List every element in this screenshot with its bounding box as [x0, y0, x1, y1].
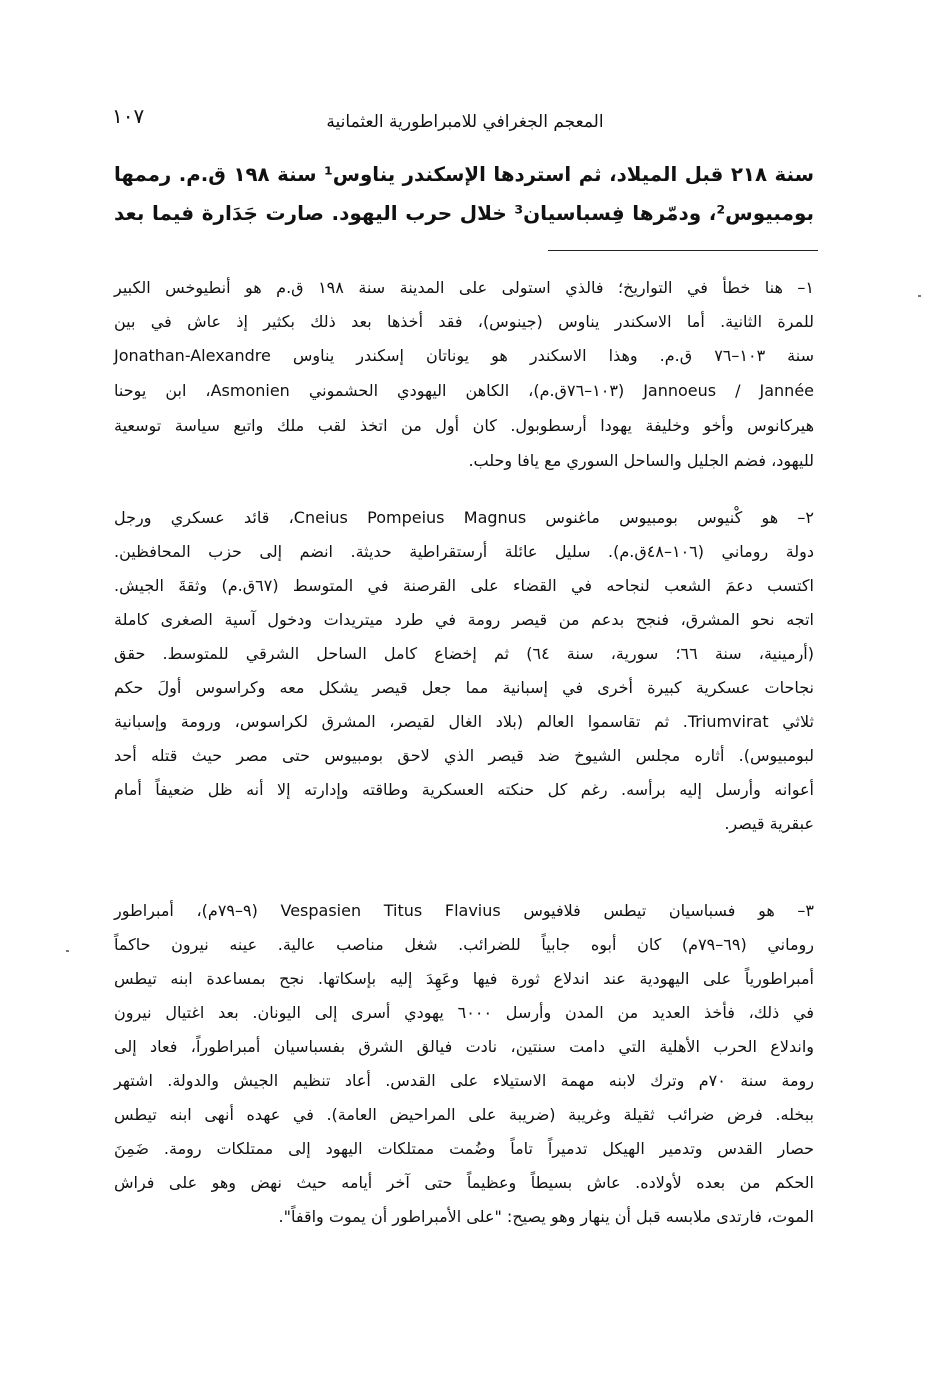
footnote-line: الموت، فارتدى ملابسه قبل أن ينهار وهو يصيح: "على الأمبراطور أن يموت واقفاً".: [278, 1207, 814, 1226]
footnote-line: Jannoeus / Jannée (١٠٣–٧٦ق.م)، الكاهن اليهودي الحشموني Asmonien، ابن يوحنا: [114, 381, 814, 400]
footnote-line: عبقرية قيصر.: [724, 814, 814, 833]
footnote-line: هيركانوس وأخو وخليفة يهودا أرسطوبول. كان أول من اتخذ لقب ملك واتبع سياسة توسعية: [114, 416, 814, 435]
footnote-line: واندلاع الحرب الأهلية التي دامت سنتين، نادت فيالق الشرق بفسباسيان أمبراطوراً، فعاد إلى: [114, 1037, 814, 1056]
footnote-line: ١– هنا خطأ في التواريخ؛ فالذي استولى على المدينة سنة ١٩٨ ق.م هو أنطيوخس الكبير: [114, 278, 815, 297]
page-number: ١٠٧: [112, 104, 145, 128]
footnote-line: لليهود، فضم الجليل والساحل السوري مع يافا وحلب.: [468, 451, 814, 470]
footnote-line: الحكم من بعده لأولاده. عاش بسيطاً وعظيماً حتى آخر أيامه حيث نهض وهو على فراش: [114, 1173, 814, 1192]
footnote-line: ٢– هو كْنيوس بومبيوس ماغنوس Cneius Pompeius Magnus، قائد عسكري ورجل: [114, 508, 814, 527]
footnote-line: سنة ١٠٣–٧٦ ق.م. وهذا الاسكندر هو يوناتان إسكندر يناوس Jonathan-Alexandre: [114, 346, 814, 365]
scan-speck: [918, 295, 921, 297]
footnote-line: حصار القدس وتدمير الهيكل تدميراً تاماً وضُمت ممتلكات اليهود إلى ممتلكات رومة. ضَمِنَ: [114, 1139, 814, 1158]
footnote-line: أمبراطورياً على اليهودية عند اندلاع ثورة فيها وعَهِدَ إليه بإسكاتها. نجح بمساعدة ابنه تيطس: [114, 969, 814, 988]
footnote-line: روماني (٦٩–٧٩م) كان أبوه جابياً للضرائب. شغل مناصب عالية. عينه نيرون حاكماً: [114, 935, 814, 954]
footnote-line: ببخله. فرض ضرائب ثقيلة وغريبة (ضريبة على المراحيض العامة). في عهده أنهى ابنه تيطس: [114, 1105, 814, 1124]
main-text-line: بومبيوس²، ودمّرها فِسباسيان³ خلال حرب اليهود. صارت جَدَارة فيما بعد: [114, 201, 815, 225]
footnote-line: اتجه نحو المشرق، فنجح بدعم من قيصر رومة في طرد ميتريدات ودخول آسية الصغرى كاملة: [114, 610, 814, 629]
scan-speck: [66, 950, 69, 952]
footnote-line: لبومبيوس). أثاره مجلس الشيوخ ضد قيصر الذي لاحق بومبيوس حتى مصر حيث قتله أحد: [114, 746, 814, 765]
running-title: المعجم الجغرافي للامبراطورية العثمانية: [326, 112, 604, 132]
footnote-separator: [548, 250, 818, 251]
footnote-line: ٣– هو فسباسيان تيطس فلافيوس Vespasien Titus Flavius (٩–٧٩م)، أمبراطور: [114, 901, 815, 920]
footnote-line: دولة روماني (١٠٦–٤٨ق.م). سليل عائلة أرستقراطية حديثة. انضم إلى حزب المحافظين.: [114, 542, 815, 561]
footnote-line: اكتسب دعمَ الشعب لنجاحه في القضاء على القرصنة في المتوسط (٦٧ق.م) وثقةَ الجيش.: [114, 576, 814, 595]
footnote-line: رومة سنة ٧٠م وترك لابنه مهمة الاستيلاء على القدس. أعاد تنظيم الجيش والدولة. اشتهر: [114, 1071, 814, 1090]
footnote-line: للمرة الثانية. أما الاسكندر يناوس (جينوس)، فقد أخذها بعد ذلك بكثير إذ عاش في بين: [114, 312, 814, 331]
footnote-line: نجاحات عسكرية كبيرة أخرى في إسبانية مما جعل قيصر يشكل معه وكراسوس أولَ حكم: [114, 678, 814, 697]
footnote-line: في ذلك، فأخذ العديد من المدن وأرسل ٦٠٠٠ يهودي أسرى إلى اليونان. بعد اغتيال نيرون: [114, 1003, 814, 1022]
main-text-line: سنة ٢١٨ قبل الميلاد، ثم استردها الإسكندر يناوس¹ سنة ١٩٨ ق.م. رممها: [114, 163, 814, 186]
footnote-line: (أرمينية، سنة ٦٦؛ سورية، سنة ٦٤) ثم إخضاع كامل الساحل الشرقي للمتوسط. حقق: [114, 644, 814, 663]
footnote-line: أعوانه وأرسل إليه برأسه. رغم كل حنكته العسكرية وطاقته وإدارته إلا أنه ظل ضعيفاً أمام: [114, 780, 814, 799]
footnote-line: ثلاثي Triumvirat. ثم تقاسموا العالم (بلاد الغال لقيصر، المشرق لكراسوس، ورومة وإسبانية: [114, 712, 815, 731]
